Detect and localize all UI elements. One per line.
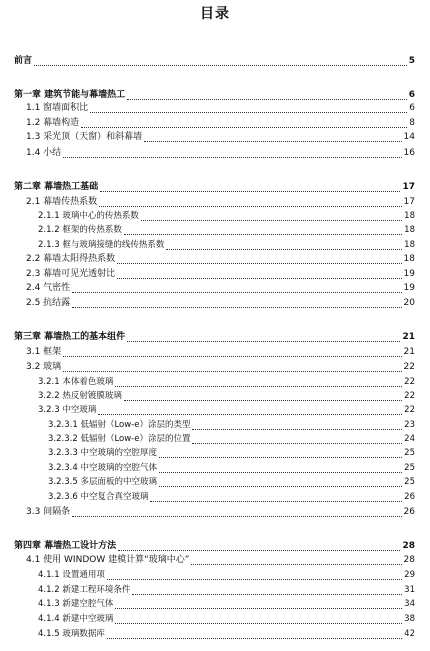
toc-entry[interactable] — [26, 102, 415, 115]
toc-entry[interactable] — [38, 598, 415, 611]
dot-leader — [166, 249, 402, 250]
toc-entry[interactable] — [26, 268, 415, 281]
toc-entry-title: 3.2.3.3 中空玻璃的空腔厚度 — [48, 448, 157, 458]
toc-entry-title: 3.2.3.2 低辐射（Low-e）涂层的位置 — [48, 434, 191, 444]
dot-leader — [107, 579, 402, 580]
dot-leader — [124, 400, 402, 401]
toc-entry-title: 第三章 幕墙热工的基本组件 — [14, 332, 126, 342]
toc-entry-title: 1.2 幕墙构造 — [26, 118, 80, 128]
toc-entry-page-number: 17 — [402, 182, 415, 192]
toc-entry-page-number: 25 — [404, 477, 415, 487]
toc-entry[interactable] — [38, 376, 415, 389]
toc-entry-page-number: 18 — [404, 225, 415, 235]
toc-entry-page-number: 22 — [404, 377, 415, 387]
dot-leader — [72, 307, 401, 308]
dot-leader — [192, 429, 402, 430]
toc-entry-title: 1.1 窗墙面积比 — [26, 103, 89, 113]
toc-entry-page-number: 28 — [403, 555, 415, 565]
toc-entry[interactable] — [48, 491, 415, 504]
dot-leader — [117, 263, 401, 264]
dot-leader — [159, 472, 402, 473]
toc-entry-page-number: 18 — [403, 254, 415, 264]
toc-entry-page-number: 42 — [404, 629, 415, 639]
toc-entry[interactable] — [48, 462, 415, 475]
dot-leader — [127, 99, 407, 100]
toc-entry-page-number: 26 — [404, 492, 415, 502]
toc-entry-title: 3.2.3 中空玻璃 — [38, 405, 97, 415]
toc-entry-title: 第二章 幕墙热工基础 — [14, 182, 99, 192]
dot-leader — [124, 234, 402, 235]
dot-leader — [115, 623, 402, 624]
dot-leader — [72, 292, 401, 293]
toc-entry-title: 4.1.4 新建中空玻璃 — [38, 614, 114, 624]
toc-chapter-entry[interactable] — [14, 540, 415, 553]
toc-entry-title: 3.2.3.1 低辐射（Low-e）涂层的类型 — [48, 420, 191, 430]
dot-leader — [99, 206, 401, 207]
toc-entry-page-number: 28 — [402, 541, 415, 551]
toc-entry[interactable] — [38, 224, 415, 237]
dot-leader — [63, 157, 401, 158]
toc-entry[interactable] — [26, 346, 415, 359]
toc-entry-page-number: 8 — [409, 118, 415, 128]
page-title: 目录 — [200, 6, 230, 22]
dot-leader — [90, 112, 407, 113]
dot-leader — [144, 141, 401, 142]
toc-entry-page-number: 18 — [404, 211, 415, 221]
toc-entry-title: 2.1.2 框架的传热系数 — [38, 225, 122, 235]
toc-entry[interactable] — [48, 419, 415, 432]
dot-leader — [191, 564, 401, 565]
dot-leader — [117, 278, 401, 279]
toc-entry-page-number: 22 — [404, 391, 415, 401]
toc-entry[interactable] — [48, 447, 415, 460]
toc-entry-title: 第四章 幕墙热工设计方法 — [14, 541, 117, 551]
toc-entry-page-number: 19 — [403, 269, 415, 279]
toc-entry[interactable] — [38, 390, 415, 403]
toc-entry-title: 4.1.1 设置通用项 — [38, 570, 105, 580]
toc-entry-page-number: 14 — [403, 132, 415, 142]
toc-entry[interactable] — [48, 476, 415, 489]
dot-leader — [34, 65, 407, 66]
toc-entry-page-number: 34 — [404, 599, 415, 609]
toc-entry[interactable] — [38, 210, 415, 223]
toc-entry-title: 2.1.1 玻璃中心的传热系数 — [38, 211, 139, 221]
toc-entry[interactable] — [48, 433, 415, 446]
toc-entry[interactable] — [38, 584, 415, 597]
toc-entry[interactable] — [26, 282, 415, 295]
toc-entry-page-number: 26 — [403, 507, 415, 517]
toc-entry-title: 2.1.3 框与玻璃接缝的线传热系数 — [38, 240, 165, 250]
toc-entry-page-number: 38 — [404, 614, 415, 624]
toc-entry-title: 1.3 采光顶（天窗）和斜幕墙 — [26, 132, 143, 142]
toc-entry-title: 2.1 幕墙传热系数 — [26, 197, 98, 207]
toc-entry[interactable] — [38, 613, 415, 626]
toc-entry-title: 4.1 使用 WINDOW 建模计算“玻璃中心” — [26, 555, 190, 565]
toc-entry-title: 3.2 玻璃 — [26, 362, 62, 372]
toc-entry-page-number: 21 — [402, 332, 415, 342]
toc-entry-page-number: 19 — [403, 283, 415, 293]
toc-chapter-entry[interactable] — [14, 55, 415, 68]
toc-entry-title: 3.1 框架 — [26, 347, 62, 357]
toc-entry-page-number: 24 — [404, 434, 415, 444]
toc-entry-page-number: 17 — [403, 197, 415, 207]
toc-entry[interactable] — [26, 361, 415, 374]
toc-entry-page-number: 18 — [404, 240, 415, 250]
toc-entry[interactable] — [26, 117, 415, 130]
toc-entry[interactable] — [26, 131, 415, 144]
toc-entry[interactable] — [38, 569, 415, 582]
toc-entry-page-number: 23 — [404, 420, 415, 430]
toc-entry[interactable] — [26, 253, 415, 266]
toc-entry-title: 3.2.1 本体着色玻璃 — [38, 377, 114, 387]
dot-leader — [100, 191, 400, 192]
toc-entry-page-number: 6 — [409, 103, 415, 113]
dot-leader — [141, 220, 402, 221]
toc-entry-page-number: 20 — [403, 298, 415, 308]
dot-leader — [159, 457, 402, 458]
dot-leader — [115, 608, 402, 609]
toc-entry[interactable] — [26, 196, 415, 209]
toc-entry-page-number: 6 — [408, 90, 415, 100]
toc-entry-page-number: 22 — [404, 405, 415, 415]
toc-entry-title: 2.5 抗结露 — [26, 298, 71, 308]
dot-leader — [63, 371, 401, 372]
toc-entry-page-number: 22 — [403, 362, 415, 372]
dot-leader — [72, 516, 401, 517]
toc-chapter-entry[interactable] — [14, 181, 415, 194]
toc-entry-title: 3.2.3.6 中空复合真空玻璃 — [48, 492, 149, 502]
dot-leader — [107, 638, 402, 639]
dot-leader — [118, 550, 400, 551]
toc-entry-title: 第一章 建筑节能与幕墙热工 — [14, 90, 126, 100]
toc-entry-page-number: 16 — [403, 148, 415, 158]
dot-leader — [159, 486, 402, 487]
dot-leader — [81, 127, 407, 128]
toc-entry-title: 前言 — [14, 56, 33, 66]
toc-entry[interactable] — [26, 554, 415, 567]
toc-entry[interactable] — [26, 297, 415, 310]
dot-leader — [132, 594, 402, 595]
dot-leader — [192, 443, 402, 444]
toc-entry-title: 4.1.3 新建空腔气体 — [38, 599, 114, 609]
toc-entry-title: 1.4 小结 — [26, 148, 62, 158]
dot-leader — [98, 414, 402, 415]
toc-entry-title: 2.3 幕墙可见光透射比 — [26, 269, 116, 279]
dot-leader — [115, 386, 402, 387]
toc-entry[interactable] — [38, 404, 415, 417]
toc-entry-title: 3.3 间隔条 — [26, 507, 71, 517]
toc-entry-title: 3.2.3.4 中空玻璃的空腔气体 — [48, 463, 157, 473]
toc-entry[interactable] — [38, 239, 415, 252]
toc-entry-page-number: 5 — [408, 56, 415, 66]
dot-leader — [127, 341, 400, 342]
toc-entry-title: 2.4 气密性 — [26, 283, 71, 293]
toc-entry-title: 2.2 幕墙太阳得热系数 — [26, 254, 116, 264]
toc-chapter-entry[interactable] — [14, 331, 415, 344]
toc-entry[interactable] — [26, 506, 415, 519]
toc-chapter-entry[interactable] — [14, 89, 415, 102]
toc-entry-page-number: 25 — [404, 448, 415, 458]
toc-entry-title: 3.2.2 热反射镀膜玻璃 — [38, 391, 122, 401]
toc-entry-page-number: 29 — [404, 570, 415, 580]
toc-entry-title: 3.2.3.5 多层面板的中空玻璃 — [48, 477, 157, 487]
toc-entry-page-number: 21 — [403, 347, 415, 357]
toc-entry-title: 4.1.5 玻璃数据库 — [38, 629, 105, 639]
toc-entry-page-number: 25 — [404, 463, 415, 473]
dot-leader — [63, 356, 401, 357]
toc-entry[interactable] — [26, 147, 415, 160]
toc-entry[interactable] — [38, 628, 415, 641]
toc-entry-title: 4.1.2 新建工程环境条件 — [38, 585, 131, 595]
dot-leader — [150, 501, 402, 502]
toc-entry-page-number: 31 — [404, 585, 415, 595]
